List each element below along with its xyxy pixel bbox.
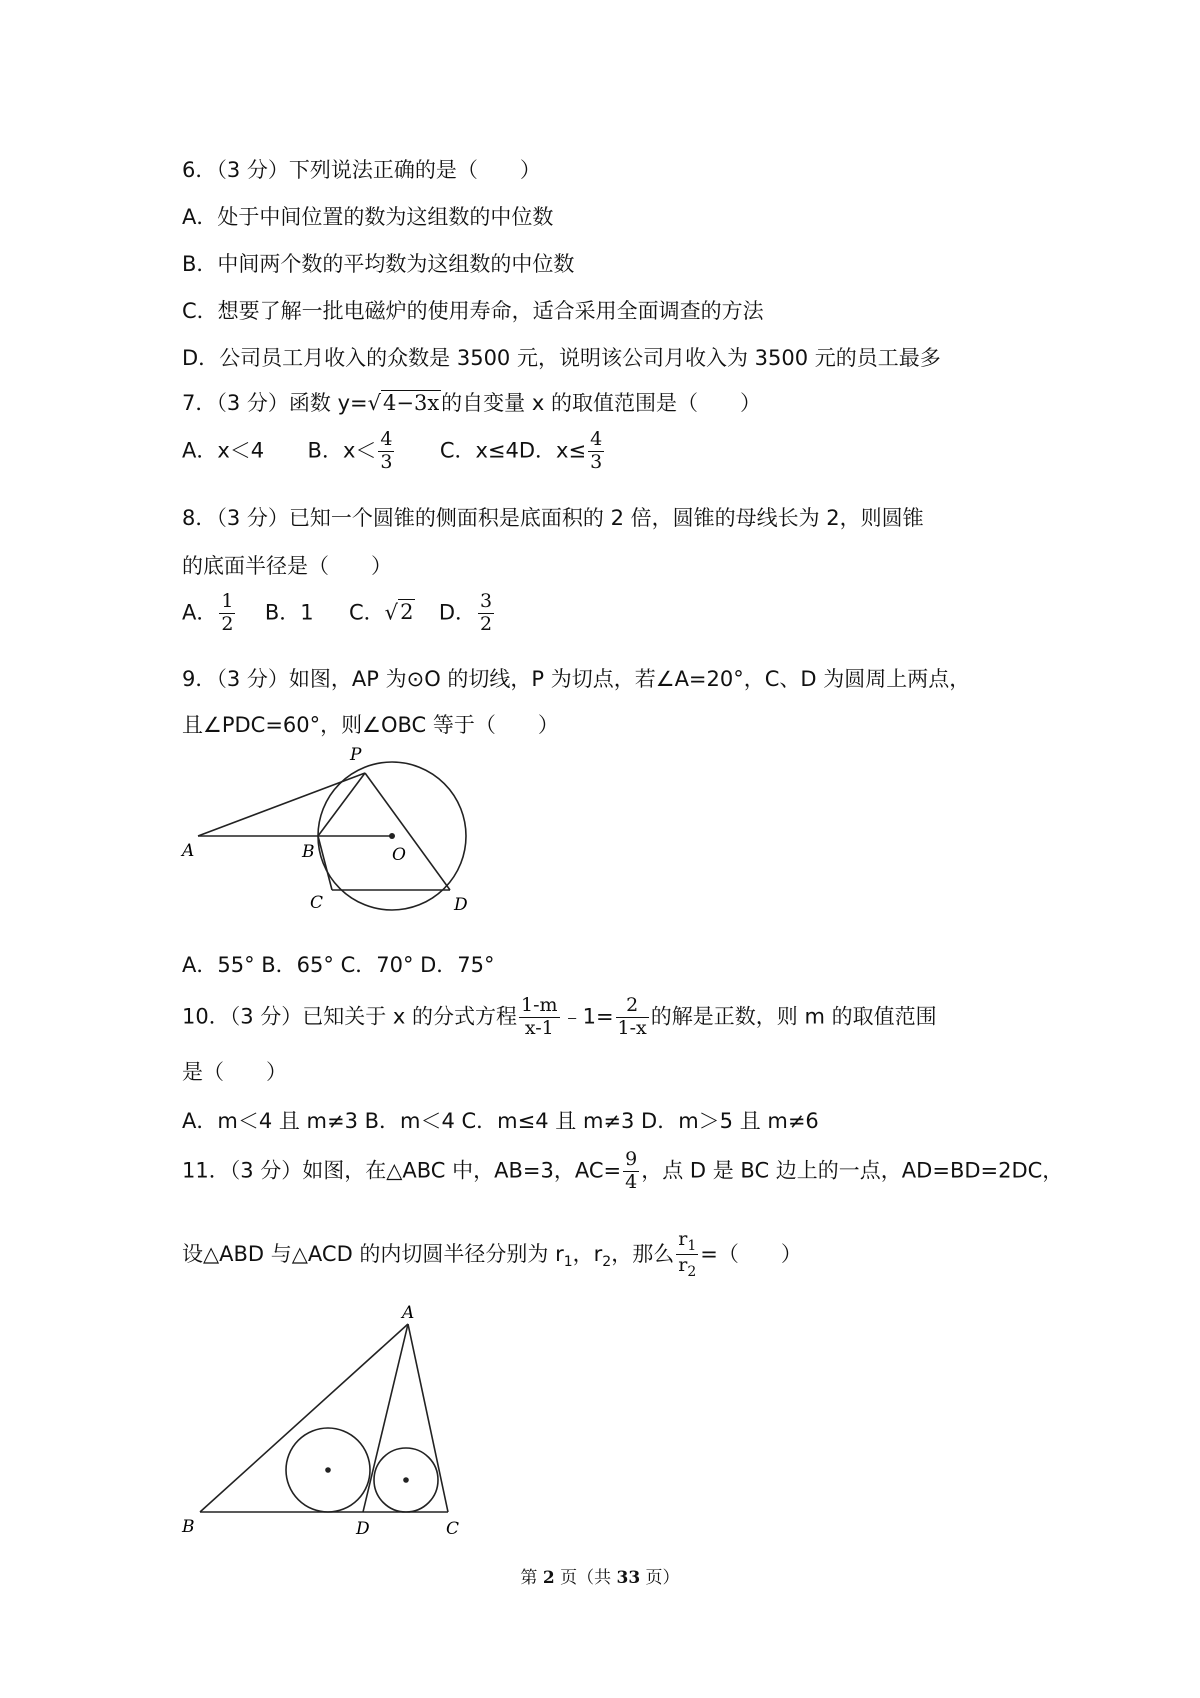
q7-radicand: 4−3x bbox=[383, 391, 440, 415]
q9-figure-circle-tangent bbox=[170, 740, 490, 930]
q11-segment-ad bbox=[363, 1324, 408, 1512]
q11-line2-post: =（ ） bbox=[700, 1241, 802, 1266]
q10-stem-line2: 是（ ） bbox=[182, 1060, 287, 1084]
q9-tangent-ap bbox=[198, 773, 365, 836]
q7-options bbox=[182, 430, 606, 473]
q11-sub1: 1 bbox=[563, 1254, 573, 1271]
q9-label-d: D bbox=[454, 895, 468, 915]
q10-fraction-2: $\frac{2}{1-x}$ bbox=[617, 994, 647, 1039]
q11-stem bbox=[182, 1150, 1063, 1193]
q11-line2-mid: ，那么 bbox=[611, 1241, 675, 1266]
q9-stem-line1: 9．（3 分）如图，AP 为⊙O 的切线，P 为切点，若∠A=20°，C、D 为圆周上两点， bbox=[182, 667, 971, 691]
q10-mid: ﹣1= bbox=[561, 1004, 614, 1029]
q11-stem-post: ，点 D 是 BC 边上的一点，AD=BD=2DC， bbox=[641, 1158, 1064, 1183]
q11-ratio-fraction: $\frac{r_1}{r_2}$ bbox=[678, 1228, 697, 1281]
q8-option-d-fraction: $\frac{3}{2}$ bbox=[479, 590, 493, 635]
q8-stem-line2: 的底面半径是（ ） bbox=[182, 554, 392, 578]
q11-line2-pre: 设△ABD 与△ACD 的内切圆半径分别为 r bbox=[182, 1241, 564, 1266]
q10-stem-pre: 10．（3 分）已知关于 x 的分式方程 bbox=[182, 1004, 518, 1029]
total-pages: 33 bbox=[616, 1568, 641, 1588]
q6-option-a: A．处于中间位置的数为这组数的中位数 bbox=[182, 205, 554, 229]
q9-segment-bc bbox=[318, 836, 332, 890]
q8-option-d: D． bbox=[438, 600, 476, 625]
q11-figure-triangle-incircles bbox=[170, 1300, 490, 1550]
q7-sqrt: √4−3x bbox=[367, 391, 440, 415]
q7-option-b-fraction: $\frac{4}{3}$ bbox=[380, 428, 393, 473]
q7-option-a: A．x＜4 bbox=[182, 438, 265, 463]
q11-ac-fraction: $\frac{9}{4}$ bbox=[625, 1148, 638, 1193]
q8-option-c: C． bbox=[349, 600, 385, 625]
q7-option-b: B．x＜ bbox=[307, 438, 377, 463]
q9-options: A．55° B．65° C．70° D．75° bbox=[182, 953, 495, 977]
q6-option-c: C．想要了解一批电磁炉的使用寿命，适合采用全面调查的方法 bbox=[182, 299, 764, 323]
q11-incircle-acd-center bbox=[403, 1477, 409, 1483]
q9-label-a: A bbox=[182, 841, 195, 861]
q7-option-d-fraction: $\frac{4}{3}$ bbox=[590, 428, 603, 473]
q8-option-b: B．1 bbox=[264, 600, 314, 625]
q9-label-b: B bbox=[302, 842, 315, 862]
q9-center-dot bbox=[389, 833, 395, 839]
q11-sub2: 2 bbox=[602, 1254, 612, 1271]
q8-option-a: A． bbox=[182, 600, 218, 625]
page-footer: 第 2 页（共 33 页） bbox=[520, 1568, 680, 1588]
q7-option-c: C．x≤4D．x≤ bbox=[439, 438, 587, 463]
q10-fraction-1: $\frac{1-m}{x-1}$ bbox=[521, 994, 558, 1039]
q6-option-b: B．中间两个数的平均数为这组数的中位数 bbox=[182, 252, 575, 276]
q11-side-ac bbox=[408, 1324, 448, 1512]
q9-label-p: P bbox=[350, 745, 362, 765]
q11-stem-pre: 11．（3 分）如图，在△ABC 中，AB=3，AC= bbox=[182, 1158, 622, 1183]
q7-stem-pre: 7．（3 分）函数 y= bbox=[182, 391, 368, 415]
q8-option-a-fraction: $\frac{1}{2}$ bbox=[221, 590, 234, 635]
q6-stem: 6．（3 分）下列说法正确的是（ ） bbox=[182, 158, 541, 182]
q10-stem bbox=[182, 996, 937, 1039]
q7-stem bbox=[182, 393, 761, 414]
q11-label-c: C bbox=[446, 1519, 460, 1539]
q8-option-c-sqrt: √2 bbox=[384, 600, 414, 625]
q10-options: A．m＜4 且 m≠3 B．m＜4 C．m≤4 且 m≠3 D．m＞5 且 m≠6 bbox=[182, 1109, 819, 1133]
q9-label-o: O bbox=[392, 845, 406, 865]
q11-stem-line2 bbox=[182, 1230, 802, 1280]
q9-segment-pd bbox=[365, 773, 450, 890]
q10-stem-post: 的解是正数，则 m 的取值范围 bbox=[650, 1004, 937, 1029]
q11-incircle-abd-center bbox=[325, 1467, 331, 1473]
q11-label-a: A bbox=[402, 1303, 415, 1323]
q7-stem-post: 的自变量 x 的取值范围是（ ） bbox=[441, 391, 761, 415]
page-number: 2 bbox=[542, 1568, 555, 1588]
q11-side-ab bbox=[200, 1324, 408, 1512]
q8-options bbox=[182, 592, 496, 635]
q11-comma: ，r bbox=[572, 1241, 603, 1266]
q9-stem-line2: 且∠PDC=60°，则∠OBC 等于（ ） bbox=[182, 713, 559, 737]
q6-option-d: D．公司员工月收入的众数是 3500 元，说明该公司月收入为 3500 元的员工最多 bbox=[182, 346, 941, 370]
q11-label-d: D bbox=[356, 1519, 370, 1539]
q9-label-c: C bbox=[310, 893, 324, 913]
q11-label-b: B bbox=[182, 1517, 195, 1537]
q8-stem-line1: 8．（3 分）已知一个圆锥的侧面积是底面积的 2 倍，圆锥的母线长为 2，则圆锥 bbox=[182, 506, 924, 530]
